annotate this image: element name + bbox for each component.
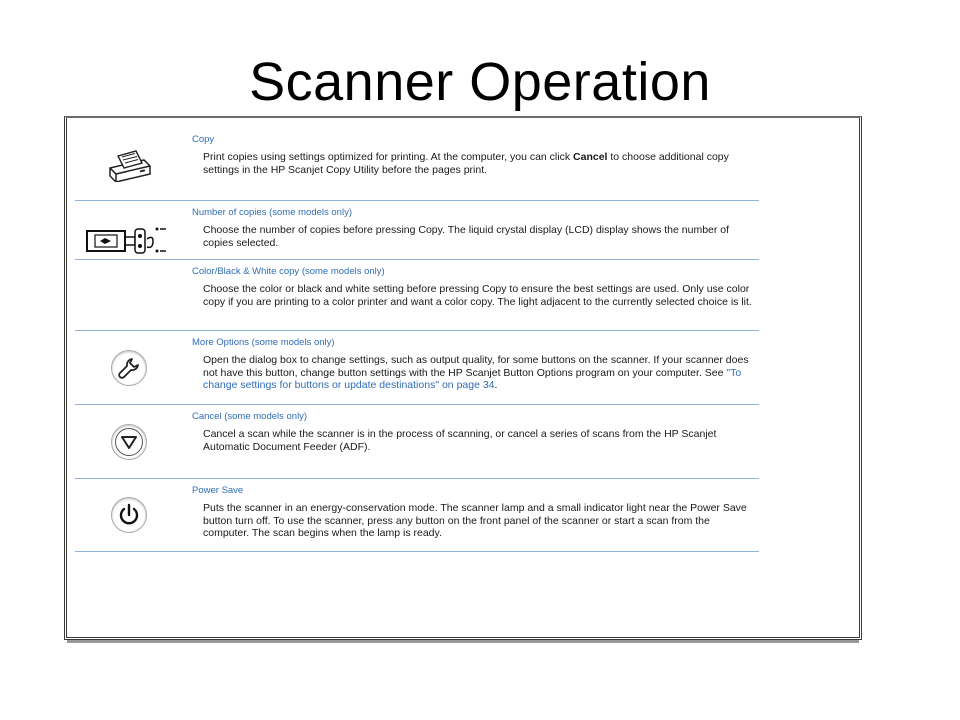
row-title-power-save: Power Save xyxy=(192,485,244,496)
row-desc-cancel: Cancel a scan while the scanner is in the process of scanning, or cancel a series of scans from the HP Scanjet Automatic Document Feeder (ADF). xyxy=(203,428,717,453)
slide-title: Scanner Operation xyxy=(249,52,711,112)
table-row-copies-color xyxy=(75,201,759,331)
row-title-color-bw: Color/Black & White copy (some models only) xyxy=(192,266,385,277)
cancel-icon xyxy=(120,433,138,451)
wrench-icon-cell xyxy=(75,331,183,404)
copy-icon xyxy=(104,146,154,182)
row-title-copy: Copy xyxy=(192,134,215,145)
power-icon xyxy=(117,503,141,527)
table-row-cancel xyxy=(75,405,759,479)
wrench-icon xyxy=(116,355,142,381)
row-title-number-of-copies: Number of copies (some models only) xyxy=(192,207,352,218)
row-desc-power-save: Puts the scanner in an energy-conservation mode. The scanner lamp and a small indicator light near the Power Save button turn off. To use the scanner, press any button on the front panel of the scanner or start a scan from the computer. The scan begins when the lamp is ready. xyxy=(203,502,747,539)
row-desc-copy: Print copies using settings optimized for printing. At the computer, you can click Cancel to choose additional copy settings in the HP Scanjet Copy Utility before the pages print. xyxy=(203,151,729,176)
document-excerpt xyxy=(64,116,862,640)
copy-icon-cell xyxy=(75,128,183,200)
row-title-cancel: Cancel (some models only) xyxy=(192,411,308,422)
table-row-more-options xyxy=(75,331,759,405)
power-save-button-icon xyxy=(111,497,147,533)
power-icon-cell xyxy=(75,479,183,551)
button-reference-table xyxy=(75,128,759,552)
table-row-copy xyxy=(75,128,759,201)
row-desc-number-of-copies: Choose the number of copies before pressing Copy. The liquid crystal display (LCD) display shows the number of copies selected. xyxy=(203,224,730,249)
row-desc-color-bw: Choose the color or black and white setting before pressing Copy to ensure the best settings are used. Only use color copy if you are printing to a color printer and want a color copy. The light adjacent to the currently selected choice is lit. xyxy=(203,283,752,308)
cancel-button-icon xyxy=(111,424,147,460)
table-row-power-save xyxy=(75,479,759,552)
row-desc-more-options: Open the dialog box to change settings, such as output quality, for some buttons on the scanner. If your scanner does not have this button, change button settings with the HP Scanjet Button Options program on your computer. See "To change settings for buttons or update destinations" on page 34. xyxy=(203,354,749,391)
page-34-link[interactable]: "To change settings for buttons or update destinations" on page 34 xyxy=(203,366,742,391)
row-title-more-options: More Options (some models only) xyxy=(192,337,335,348)
more-options-button-icon xyxy=(111,350,147,386)
cancel-icon-cell xyxy=(75,405,183,478)
